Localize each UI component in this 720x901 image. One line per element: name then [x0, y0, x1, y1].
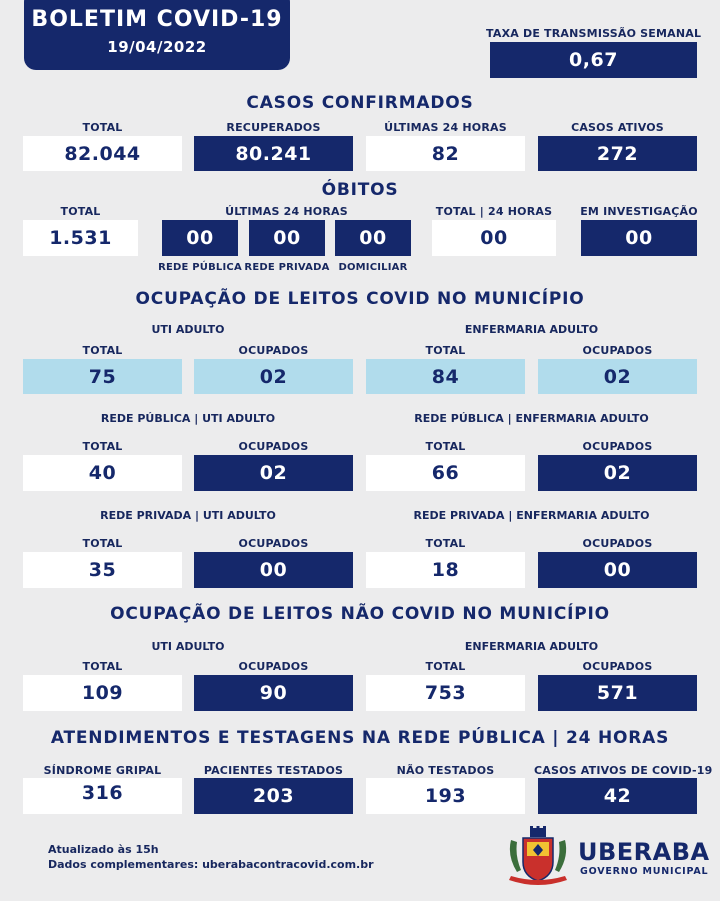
- covid-uti-total-value: 75: [23, 359, 182, 394]
- noncovid-ward-total-label: TOTAL: [425, 660, 466, 673]
- covid-private-uti-total-label: TOTAL: [82, 537, 123, 550]
- bulletin-date: 19/04/2022: [107, 38, 207, 56]
- covid-ward-title: ENFERMARIA ADULTO: [464, 323, 599, 336]
- covid-private-ward-occupied-label: OCUPADOS: [582, 537, 653, 550]
- noncovid-ward-occupied-label: OCUPADOS: [582, 660, 653, 673]
- confirmed-total-value: 82.044: [23, 136, 182, 171]
- deaths-24h-label: ÚLTIMAS 24 HORAS: [225, 205, 348, 218]
- noncovid-ward-total-value: 753: [366, 675, 525, 711]
- testing-tested-label: PACIENTES TESTADOS: [203, 764, 344, 777]
- covid-public-ward-total-label: TOTAL: [425, 440, 466, 453]
- covid-private-uti-occupied-label: OCUPADOS: [238, 537, 309, 550]
- covid-uti-title: UTI ADULTO: [151, 323, 225, 336]
- covid-public-ward-occupied-label: OCUPADOS: [582, 440, 653, 453]
- covid-public-ward-title: REDE PÚBLICA | ENFERMARIA ADULTO: [414, 412, 649, 425]
- deaths-home-value: 00: [335, 220, 411, 256]
- bulletin-title: BOLETIM COVID-19: [31, 7, 283, 32]
- testing-active-label: CASOS ATIVOS DE COVID-19: [534, 764, 713, 777]
- covid-public-ward-total-value: 66: [366, 455, 525, 491]
- covid-public-uti-occupied-value: 02: [194, 455, 353, 491]
- testing-not-tested-label: NÃO TESTADOS: [396, 764, 495, 777]
- covid-ward-total-label: TOTAL: [425, 344, 466, 357]
- transmission-label: TAXA DE TRANSMISSÃO SEMANAL: [486, 27, 702, 40]
- brand-subtitle: GOVERNO MUNICIPAL: [580, 866, 709, 877]
- noncovid-uti-title: UTI ADULTO: [151, 640, 225, 653]
- covid-public-uti-title: REDE PÚBLICA | UTI ADULTO: [100, 412, 276, 425]
- complementary-data-link[interactable]: Dados complementares: uberabacontracovid.com.br: [48, 858, 374, 871]
- deaths-investigation-label: EM INVESTIGAÇÃO: [580, 205, 698, 218]
- noncovid-beds-title: OCUPAÇÃO DE LEITOS NÃO COVID NO MUNICÍPIO: [110, 604, 610, 624]
- covid-private-ward-occupied-value: 00: [538, 552, 697, 588]
- confirmed-recovered-value: 80.241: [194, 136, 353, 171]
- noncovid-uti-occupied-value: 90: [194, 675, 353, 711]
- covid-private-ward-title: REDE PRIVADA | ENFERMARIA ADULTO: [413, 509, 650, 522]
- city-coat-of-arms-icon: [503, 826, 573, 890]
- deaths-private-label: REDE PRIVADA: [244, 262, 330, 273]
- testing-not-tested-value: 193: [366, 778, 525, 814]
- deaths-public-label: REDE PÚBLICA: [158, 262, 242, 273]
- confirmed-active-label: CASOS ATIVOS: [571, 121, 664, 134]
- deaths-title: ÓBITOS: [321, 180, 399, 200]
- covid-private-ward-total-value: 18: [366, 552, 525, 588]
- covid-beds-title: OCUPAÇÃO DE LEITOS COVID NO MUNICÍPIO: [135, 289, 585, 309]
- deaths-public-value: 00: [162, 220, 238, 256]
- deaths-total24-label: TOTAL | 24 HORAS: [435, 205, 553, 218]
- deaths-home-label: DOMICILIAR: [338, 262, 408, 273]
- covid-private-uti-occupied-value: 00: [194, 552, 353, 588]
- confirmed-title: CASOS CONFIRMADOS: [246, 93, 474, 113]
- transmission-value: 0,67: [490, 42, 697, 78]
- noncovid-uti-total-label: TOTAL: [82, 660, 123, 673]
- testing-flu-value: 316: [23, 778, 182, 814]
- brand-name: UBERABA: [578, 838, 710, 866]
- confirmed-active-value: 272: [538, 136, 697, 171]
- covid-public-uti-occupied-label: OCUPADOS: [238, 440, 309, 453]
- covid-uti-occupied-label: OCUPADOS: [238, 344, 309, 357]
- deaths-total-label: TOTAL: [60, 205, 101, 218]
- noncovid-uti-total-value: 109: [23, 675, 182, 711]
- confirmed-24h-value: 82: [366, 136, 525, 171]
- noncovid-ward-occupied-value: 571: [538, 675, 697, 711]
- covid-ward-occupied-label: OCUPADOS: [582, 344, 653, 357]
- deaths-total-value: 1.531: [23, 220, 138, 256]
- deaths-total24-value: 00: [432, 220, 556, 256]
- covid-ward-occupied-value: 02: [538, 359, 697, 394]
- covid-public-uti-total-label: TOTAL: [82, 440, 123, 453]
- covid-private-ward-total-label: TOTAL: [425, 537, 466, 550]
- confirmed-24h-label: ÚLTIMAS 24 HORAS: [384, 121, 507, 134]
- noncovid-uti-occupied-label: OCUPADOS: [238, 660, 309, 673]
- deaths-investigation-value: 00: [581, 220, 697, 256]
- confirmed-total-label: TOTAL: [82, 121, 123, 134]
- covid-public-ward-occupied-value: 02: [538, 455, 697, 491]
- header-banner: [24, 0, 290, 70]
- updated-note: Atualizado às 15h: [48, 843, 159, 856]
- noncovid-ward-title: ENFERMARIA ADULTO: [464, 640, 599, 653]
- testing-tested-value: 203: [194, 778, 353, 814]
- covid-private-uti-total-value: 35: [23, 552, 182, 588]
- confirmed-recovered-label: RECUPERADOS: [226, 121, 321, 134]
- covid-uti-total-label: TOTAL: [82, 344, 123, 357]
- testing-title: ATENDIMENTOS E TESTAGENS NA REDE PÚBLICA | 24 HORAS: [50, 728, 670, 748]
- deaths-private-value: 00: [249, 220, 325, 256]
- testing-active-value: 42: [538, 778, 697, 814]
- covid-public-uti-total-value: 40: [23, 455, 182, 491]
- covid-uti-occupied-value: 02: [194, 359, 353, 394]
- testing-flu-label: SÍNDROME GRIPAL: [43, 764, 162, 777]
- covid-ward-total-value: 84: [366, 359, 525, 394]
- covid-private-uti-title: REDE PRIVADA | UTI ADULTO: [100, 509, 276, 522]
